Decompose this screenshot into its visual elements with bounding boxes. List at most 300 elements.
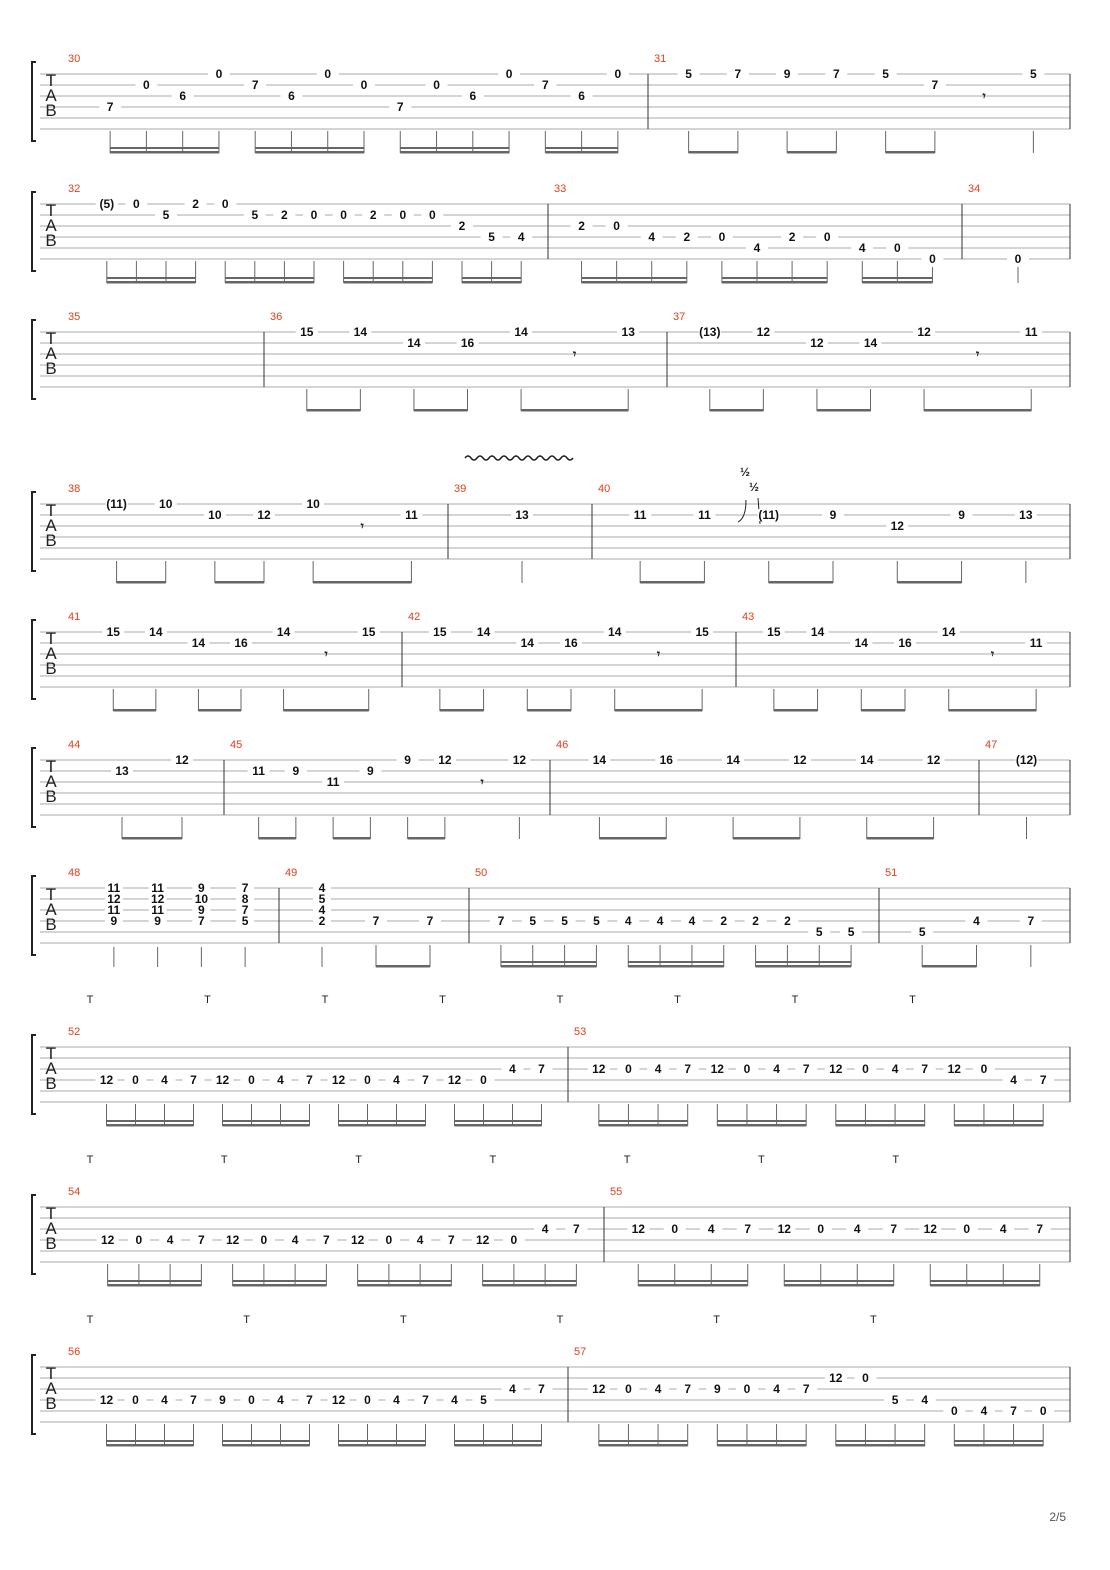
measure-number: 33 xyxy=(554,183,567,195)
measure-number: 36 xyxy=(270,311,283,323)
page-number: 2/5 xyxy=(1049,1510,1066,1524)
fret-number: 7 xyxy=(1010,1404,1017,1418)
fret-number: 4 xyxy=(509,1382,516,1396)
beam xyxy=(408,837,445,840)
measure-number: 37 xyxy=(673,311,686,323)
measure-number: 50 xyxy=(475,867,488,879)
beam xyxy=(628,965,724,968)
tap-mark: T xyxy=(909,994,916,1006)
fret-number: 11 xyxy=(1029,636,1043,650)
beam xyxy=(689,151,738,154)
fret-number: 4 xyxy=(277,1073,284,1087)
chord-fret-number: 9 xyxy=(154,914,161,928)
tab-clef-letter: B xyxy=(45,1394,57,1413)
fret-number: 12 xyxy=(829,1062,843,1076)
fret-number: 0 xyxy=(817,1222,825,1236)
fret-number: 5 xyxy=(529,914,537,928)
beam xyxy=(339,1124,426,1127)
beam xyxy=(954,1444,1043,1447)
chord-fret-number: 12 xyxy=(107,892,121,906)
tab-clef-letter: A xyxy=(45,1059,57,1078)
fret-number: 12 xyxy=(175,753,189,767)
fret-number: 14 xyxy=(608,625,622,639)
fret-number: 0 xyxy=(613,219,620,233)
fret-number: 2 xyxy=(683,230,691,244)
beam xyxy=(640,581,704,584)
beam xyxy=(836,1124,925,1127)
fret-number: 14 xyxy=(149,625,163,639)
beam xyxy=(599,1124,688,1127)
fret-number: 7 xyxy=(190,1393,197,1407)
fret-number: 4 xyxy=(648,230,656,244)
beam xyxy=(107,277,196,279)
beam xyxy=(259,837,296,840)
fret-number: 16 xyxy=(659,753,673,767)
staff-bracket xyxy=(32,320,36,399)
beam xyxy=(110,147,219,149)
fret-number: 7 xyxy=(106,100,114,114)
fret-number: 11 xyxy=(698,508,711,522)
chord-fret-number: 11 xyxy=(107,881,121,895)
tap-mark: T xyxy=(355,1154,362,1166)
staff-bracket xyxy=(32,192,36,271)
measure-number: 31 xyxy=(654,53,667,65)
beam xyxy=(582,277,687,279)
fret-number: 12 xyxy=(777,1222,791,1236)
tab-clef-letter: B xyxy=(45,1074,57,1093)
bend-label: ½ xyxy=(739,465,751,479)
beam xyxy=(527,709,571,712)
beam xyxy=(198,709,241,712)
fret-number: 4 xyxy=(891,1062,899,1076)
beam xyxy=(440,709,484,712)
staff-bracket xyxy=(32,1355,36,1434)
fret-number: (5) xyxy=(99,197,115,211)
fret-number: 4 xyxy=(166,1233,174,1247)
tab-clef-letter: T xyxy=(45,629,57,648)
fret-number: 0 xyxy=(718,230,726,244)
fret-number: 5 xyxy=(593,914,600,928)
tab-clef-letter: T xyxy=(45,71,57,90)
fret-number: 7 xyxy=(448,1233,455,1247)
fret-number: 12 xyxy=(926,753,941,767)
fret-number: 4 xyxy=(1010,1073,1017,1087)
measure-number: 35 xyxy=(68,311,81,323)
fret-number: 14 xyxy=(520,636,534,650)
rest-symbol: 𝄾 xyxy=(360,519,364,533)
measure-number: 30 xyxy=(68,53,81,65)
staff-system xyxy=(32,53,1070,154)
fret-number: 2 xyxy=(720,914,728,928)
fret-number: 0 xyxy=(133,197,140,211)
measure-number: 49 xyxy=(285,867,298,879)
measure-number: 52 xyxy=(68,1026,81,1038)
measure-number: 38 xyxy=(68,483,81,495)
beam xyxy=(483,1280,577,1282)
fret-number: 7 xyxy=(198,1233,205,1247)
tap-mark: T xyxy=(489,1154,497,1166)
fret-number: 4 xyxy=(393,1073,400,1087)
fret-number: 12 xyxy=(257,508,271,522)
fret-number: 4 xyxy=(541,1222,549,1236)
fret-number: 0 xyxy=(221,197,229,211)
tab-clef-letter: T xyxy=(45,1364,57,1383)
tap-mark: T xyxy=(674,994,681,1006)
beam xyxy=(836,1440,925,1442)
fret-number: 4 xyxy=(277,1393,284,1407)
beam xyxy=(954,1120,1043,1122)
beam xyxy=(107,281,196,284)
fret-number: 4 xyxy=(999,1222,1007,1236)
fret-number: 15 xyxy=(695,625,709,639)
fret-number: 9 xyxy=(958,508,965,522)
staff-bracket xyxy=(32,492,36,571)
fret-number: 6 xyxy=(578,89,585,103)
fret-number: 0 xyxy=(743,1382,751,1396)
tab-clef-letter: T xyxy=(45,501,57,520)
fret-number: 7 xyxy=(396,100,404,114)
tap-mark: T xyxy=(758,1154,765,1166)
staff-bracket xyxy=(32,620,36,699)
measure-number: 48 xyxy=(68,867,81,879)
fret-number: 0 xyxy=(360,78,368,92)
fret-number: 7 xyxy=(744,1222,752,1236)
beam xyxy=(455,1440,542,1442)
beam xyxy=(769,581,833,584)
tab-clef-letter: A xyxy=(45,900,57,919)
tab-clef-letter: T xyxy=(45,885,57,904)
fret-number: 12 xyxy=(592,1382,606,1396)
fret-number: 4 xyxy=(853,1222,861,1236)
fret-number: 0 xyxy=(310,208,318,222)
beam xyxy=(836,1120,925,1122)
fret-number: 7 xyxy=(422,1073,429,1087)
fret-number: 7 xyxy=(323,1233,330,1247)
beam xyxy=(722,281,827,284)
fret-number: 4 xyxy=(753,241,761,255)
fret-number: 0 xyxy=(862,1062,869,1076)
tab-clef-letter: B xyxy=(45,787,57,806)
fret-number: 7 xyxy=(833,67,840,81)
staff-system xyxy=(32,183,1070,284)
fret-number: 4 xyxy=(858,241,866,255)
beam xyxy=(307,409,361,412)
fret-number: 14 xyxy=(810,625,825,639)
fret-number: 12 xyxy=(447,1073,462,1087)
fret-number: 7 xyxy=(426,914,434,928)
fret-number: 0 xyxy=(743,1062,751,1076)
fret-number: 9 xyxy=(219,1393,226,1407)
tab-clef-letter: B xyxy=(45,101,57,120)
fret-number: 11 xyxy=(252,764,265,778)
fret-number: 4 xyxy=(161,1073,168,1087)
tap-mark: T xyxy=(556,994,564,1006)
beam xyxy=(414,409,468,412)
fret-number: 5 xyxy=(561,914,568,928)
fret-number: 5 xyxy=(251,208,259,222)
fret-number: 4 xyxy=(517,230,525,244)
fret-number: 0 xyxy=(215,67,223,81)
fret-number: 10 xyxy=(306,497,320,511)
beam xyxy=(333,837,370,840)
beam xyxy=(817,409,871,412)
beam xyxy=(107,1120,194,1122)
fret-number: 5 xyxy=(815,925,823,939)
fret-number: 0 xyxy=(340,208,347,222)
tab-clef-letter: A xyxy=(45,1379,57,1398)
fret-number: 7 xyxy=(684,1382,692,1396)
fret-number: 12 xyxy=(215,1073,230,1087)
beam xyxy=(108,1280,202,1282)
fret-number: 0 xyxy=(1039,1404,1047,1418)
beam xyxy=(784,1284,894,1287)
fret-number: 12 xyxy=(331,1393,346,1407)
fret-number: 0 xyxy=(625,1062,632,1076)
fret-number: 14 xyxy=(863,336,878,350)
tab-clef-letter: A xyxy=(45,516,57,535)
fret-number: 0 xyxy=(894,241,901,255)
beam xyxy=(722,277,827,279)
beam xyxy=(954,1440,1043,1442)
fret-number: 0 xyxy=(399,208,407,222)
fret-number: 0 xyxy=(429,208,436,222)
chord-fret-number: 8 xyxy=(241,892,249,906)
fret-number: 2 xyxy=(578,219,585,233)
fret-number: 9 xyxy=(404,753,411,767)
measure-number: 43 xyxy=(742,611,755,623)
beam xyxy=(110,151,219,154)
bend-label: ½ xyxy=(748,480,760,494)
beam xyxy=(344,281,433,284)
tap-mark: T xyxy=(220,1154,228,1166)
fret-number: 7 xyxy=(1039,1073,1047,1087)
beam xyxy=(501,961,596,963)
beam xyxy=(521,409,628,412)
beam xyxy=(107,1444,194,1447)
fret-number: 4 xyxy=(707,1222,715,1236)
beam xyxy=(344,277,433,279)
beam xyxy=(225,277,314,279)
beam xyxy=(255,147,364,149)
beam xyxy=(717,1120,806,1122)
beam xyxy=(233,1280,327,1282)
tab-clef-letter: T xyxy=(45,1044,57,1063)
beam xyxy=(233,1284,327,1287)
chord-fret-number: 5 xyxy=(318,892,326,906)
staff-system xyxy=(32,611,1070,712)
beam xyxy=(717,1124,806,1127)
fret-number: (12) xyxy=(1015,753,1038,767)
tap-mark: T xyxy=(556,1314,564,1326)
fret-number: 12 xyxy=(592,1062,606,1076)
beam xyxy=(756,965,852,968)
beam xyxy=(638,1280,748,1282)
tab-clef-letter: B xyxy=(45,231,57,250)
measure-number: 45 xyxy=(230,739,243,751)
fret-number: 0 xyxy=(480,1073,487,1087)
fret-number: 0 xyxy=(963,1222,971,1236)
measure-number: 40 xyxy=(598,483,611,495)
beam xyxy=(107,1440,194,1442)
fret-number: 12 xyxy=(793,753,807,767)
beam xyxy=(339,1440,426,1442)
fret-number: 12 xyxy=(917,325,931,339)
chord-fret-number: 10 xyxy=(194,892,209,906)
tap-mark: T xyxy=(399,1314,407,1326)
beam xyxy=(545,147,618,149)
rest-symbol: 𝄾 xyxy=(990,647,995,661)
fret-number: 4 xyxy=(161,1393,168,1407)
staff-system xyxy=(32,1314,1070,1447)
fret-number: 14 xyxy=(854,636,868,650)
beam xyxy=(784,1280,894,1282)
fret-number: 5 xyxy=(891,1393,899,1407)
fret-number: 9 xyxy=(829,508,837,522)
fret-number: 0 xyxy=(1014,252,1022,266)
fret-number: 14 xyxy=(191,636,206,650)
chord-fret-number: 9 xyxy=(198,881,205,895)
fret-number: 12 xyxy=(99,1393,114,1407)
staff-bracket xyxy=(32,1035,36,1114)
fret-number: 9 xyxy=(367,764,374,778)
rest-symbol: 𝄾 xyxy=(982,89,986,103)
tab-clef-letter: T xyxy=(45,329,57,348)
tab-clef-letter: A xyxy=(45,1219,57,1238)
beam xyxy=(223,1440,310,1442)
beam xyxy=(483,1284,577,1287)
staff-system xyxy=(32,867,1070,968)
fret-number: 2 xyxy=(784,914,791,928)
measure-number: 56 xyxy=(68,1346,81,1358)
fret-number: 0 xyxy=(385,1233,393,1247)
chord-fret-number: 9 xyxy=(198,903,205,917)
fret-number: 9 xyxy=(783,67,791,81)
fret-number: 4 xyxy=(973,914,980,928)
fret-number: 4 xyxy=(921,1393,929,1407)
chord-fret-number: 7 xyxy=(198,914,205,928)
beam xyxy=(455,1120,542,1122)
fret-number: 6 xyxy=(179,89,187,103)
beam xyxy=(582,281,687,284)
beam xyxy=(930,1284,1040,1287)
vibrato-mark xyxy=(465,456,573,460)
rest-symbol: 𝄾 xyxy=(480,775,484,789)
fret-number: 0 xyxy=(614,67,622,81)
fret-number: 12 xyxy=(331,1073,346,1087)
beam xyxy=(922,965,976,968)
fret-number: 4 xyxy=(656,914,664,928)
fret-number: 7 xyxy=(538,1382,545,1396)
beam xyxy=(599,1120,688,1122)
beam xyxy=(358,1280,452,1282)
fret-number: 0 xyxy=(505,67,513,81)
beam xyxy=(122,837,182,840)
tap-mark: T xyxy=(713,1314,721,1326)
fret-number: 5 xyxy=(488,230,495,244)
chord-fret-number: 4 xyxy=(318,881,326,895)
beam xyxy=(599,837,666,840)
rest-symbol: 𝄾 xyxy=(573,347,577,361)
measure-number: 41 xyxy=(68,611,81,623)
beam xyxy=(954,1124,1043,1127)
fret-number: 12 xyxy=(810,336,824,350)
fret-number: 0 xyxy=(364,1393,371,1407)
beam xyxy=(107,1124,194,1127)
fret-number: 2 xyxy=(281,208,288,222)
fret-number: 2 xyxy=(369,208,377,222)
fret-number: 15 xyxy=(433,625,447,639)
fret-number: 12 xyxy=(829,1371,843,1385)
fret-number: 4 xyxy=(980,1404,988,1418)
beam xyxy=(339,1444,426,1447)
fret-number: 13 xyxy=(621,325,635,339)
fret-number: 5 xyxy=(685,67,692,81)
fret-number: 14 xyxy=(476,625,491,639)
fret-number: 7 xyxy=(497,914,505,928)
fret-number: 0 xyxy=(929,252,936,266)
beam xyxy=(545,151,618,154)
fret-number: 0 xyxy=(260,1233,268,1247)
beam xyxy=(376,965,430,968)
fret-number: 7 xyxy=(1027,914,1035,928)
beam xyxy=(255,151,364,154)
fret-number: 4 xyxy=(393,1393,400,1407)
fret-number: 12 xyxy=(512,753,527,767)
fret-number: 7 xyxy=(422,1393,429,1407)
fret-number: 14 xyxy=(592,753,607,767)
beam xyxy=(339,1120,426,1122)
fret-number: 7 xyxy=(684,1062,692,1076)
fret-number: 13 xyxy=(515,508,529,522)
beam xyxy=(108,1284,202,1287)
beam xyxy=(615,709,702,712)
fret-number: 7 xyxy=(190,1073,197,1087)
tab-clef-letter: B xyxy=(45,531,57,550)
beam xyxy=(215,581,264,584)
beam xyxy=(717,1440,806,1442)
fret-number: 0 xyxy=(132,1073,139,1087)
tap-mark: T xyxy=(892,1154,900,1166)
fret-number: 7 xyxy=(306,1393,313,1407)
tap-mark: T xyxy=(86,994,94,1006)
beam xyxy=(462,281,521,284)
fret-number: 2 xyxy=(752,914,759,928)
tab-clef-letter: T xyxy=(45,757,57,776)
fret-number: 12 xyxy=(225,1233,240,1247)
fret-number: 11 xyxy=(633,508,647,522)
beam xyxy=(284,709,369,712)
fret-number: 7 xyxy=(372,914,380,928)
chord-fret-number: 11 xyxy=(107,903,121,917)
fret-number: 4 xyxy=(688,914,696,928)
fret-number: 0 xyxy=(248,1393,255,1407)
staff-bracket xyxy=(32,748,36,827)
fret-number: 16 xyxy=(460,336,475,350)
fret-number: 7 xyxy=(802,1062,810,1076)
beam xyxy=(862,277,932,279)
beam xyxy=(756,961,852,963)
fret-number: 4 xyxy=(451,1393,458,1407)
measure-number: 54 xyxy=(68,1186,81,1198)
tap-mark: T xyxy=(321,994,329,1006)
fret-number: 7 xyxy=(573,1222,580,1236)
tap-mark: T xyxy=(623,1154,631,1166)
chord-fret-number: 7 xyxy=(241,903,249,917)
fret-number: 0 xyxy=(510,1233,518,1247)
fret-number: (13) xyxy=(699,325,721,339)
beam xyxy=(638,1284,748,1287)
beam xyxy=(628,961,724,963)
